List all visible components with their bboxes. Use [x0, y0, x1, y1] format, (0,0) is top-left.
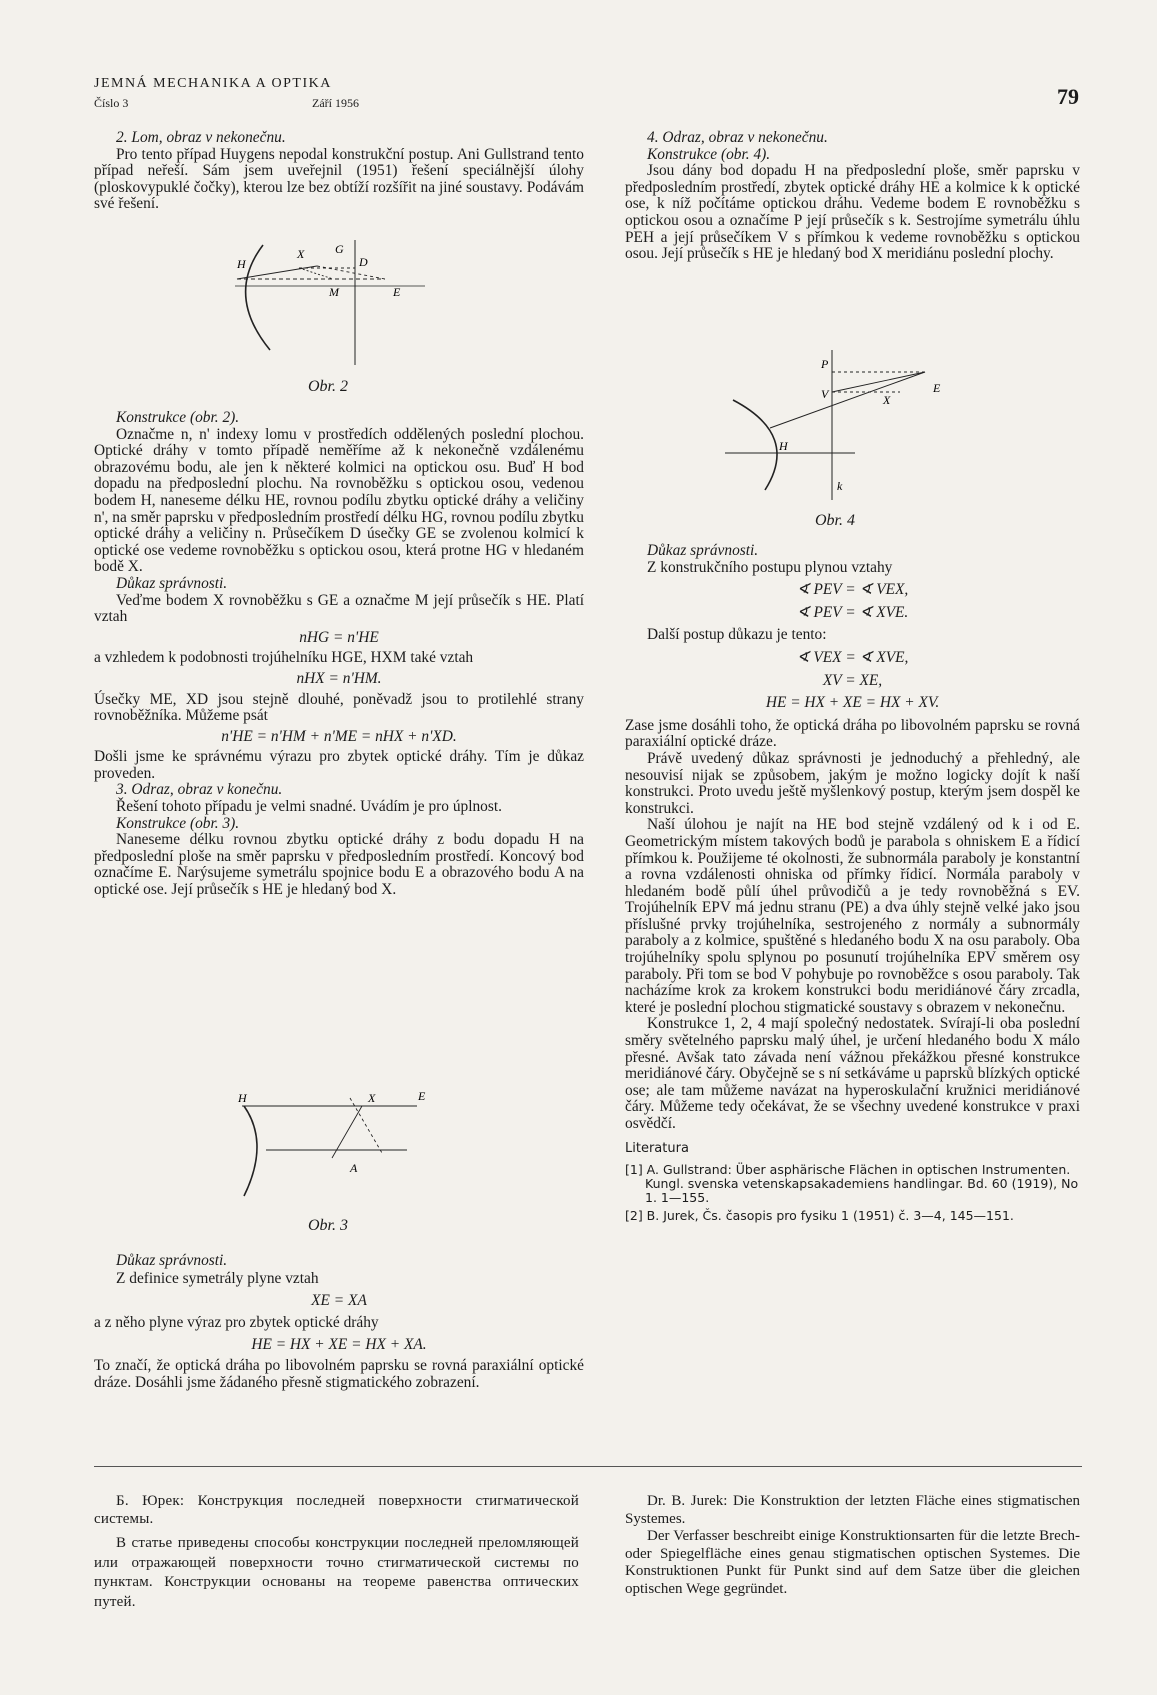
abstract-russian-text: В статье приведены способы конструкции последней преломляющей или отражающей поверхности точно стигматической системы по пунктам. Конструкции основаны на теореме равенства оптических путей. [94, 1535, 579, 1610]
fig4-label-k: k [837, 479, 843, 493]
section-4-proof-3: Zase jsme dosáhli toho, že optická dráha po libovolném paprsku se rovná paraxiální optické dráze. [625, 716, 1080, 751]
fig3-label-e: E [418, 1089, 426, 1103]
section-2-construction-title: Konstrukce (obr. 2). [116, 409, 240, 426]
fig4-label-x: X [883, 393, 891, 407]
formula-8: ∢ VEX = ∢ XVE, [796, 648, 909, 666]
fig3-label-x: X [368, 1091, 376, 1105]
fig2-label-x: X [297, 247, 305, 261]
literature-title: Literatura [625, 1140, 689, 1156]
section-3-intro: Řešení tohoto případu je velmi snadné. Uvádím je pro úplnost. [116, 798, 502, 816]
figure-3 [232, 1088, 472, 1208]
journal-title: JEMNÁ MECHANIKA A OPTIKA [94, 76, 332, 91]
formula-6: ∢ PEV = ∢ VEX, [796, 581, 909, 599]
abstract-russian [94, 1493, 579, 1612]
issue-date: Září 1956 [312, 96, 359, 110]
fig4-label-h: H [779, 439, 788, 453]
fig2-line-xm [299, 268, 333, 279]
formula-10: HE = HX + XE = HX + XV. [765, 694, 940, 712]
fig2-label-h: H [237, 257, 246, 271]
section-2-proof-1: Veďme bodem X rovnoběžku s GE a označme M její průsečík s HE. Platí vztah [94, 591, 584, 626]
section-4-construction: Jsou dány bod dopadu H na předposlední ploše, směr paprsku v předposledním prostředí, zbytek optické dráhy HE a kolmice k k optické ose, k níž počítáme optickou dráhu. Vedeme bodem E rovnoběžku s optickou osou a označíme P její průsečík s k. Sestrojíme symetrálu úhlu PEH a její průsečíkem V s přímkou k vedeme rovnoběžku s optickou osou. Její průsečík s HE je hledaný bod X meridiánu poslední plochy. [625, 162, 1080, 263]
section-4-title: 4. Odraz, obraz v nekonečnu. [647, 129, 828, 146]
fig2-surface-arc [246, 245, 270, 350]
fig2-label-m: M [329, 285, 339, 299]
divider-rule [94, 1466, 1082, 1467]
fig4-label-e: E [933, 381, 941, 395]
fig4-label-p: P [821, 357, 829, 371]
reference-1: [1] A. Gullstrand: Über asphärische Flächen in optischen Instrumenten. [625, 1162, 1071, 1178]
left-column-middle [94, 410, 584, 899]
figure-2 [225, 240, 465, 370]
formula-4: XE = XA [311, 1292, 367, 1309]
reference-1-continued: Kungl. svenska vetenskapsakademiens handlingar. Bd. 60 (1919), No 1. 1—155. [645, 1176, 1079, 1206]
figure-4 [725, 350, 965, 505]
fig4-line-he [770, 372, 925, 428]
abstract-german-text: Der Verfasser beschreibt einige Konstruktionsarten für die letzte Brech- oder Spiegelfläche eines genau stigmatischen optischen Systemes. Die Konstruktionen Punkt für Punkt sind auf dem Satze über die gleichen optischen Wege gegründet. [625, 1528, 1080, 1597]
section-2-construction: Označme n, n' indexy lomu v prostředích oddělených poslední plochou. Optické dráhy v tomto případě neměříme až k nekonečně vzdálenému obrazovému bodu, ale jen k některé kolmici na optickou osu. Buď H bod dopadu na předposlední plochu. Na rovnoběžku s optickou osou, vedenou bodem H, naneseme délku HE, rovnou podílu zbytku optické dráhy a veličiny n', na směr paprsku v předposledním prostředí délku HG, rovnou podílu zbytku optické dráhy a veličiny n. Průsečíkem D úsečky GE se zvolenou kolmicí k optické ose vedeme rovnoběžku s optickou osou, která protne HG v hledaném bodě X. [94, 425, 584, 576]
formula-5: HE = HX + XE = HX + XA. [251, 1336, 427, 1353]
section-3-proof-1: Z definice symetrály plyne vztah [116, 1270, 319, 1287]
figure-4-caption: Obr. 4 [815, 512, 856, 529]
formula-1: nHG = n'HE [299, 628, 379, 646]
abstract-german [625, 1493, 1080, 1598]
reference-2: [2] B. Jurek, Čs. časopis pro fysiku 1 (1951) č. 3—4, 145—151. [625, 1208, 1014, 1224]
formula-7: ∢ PEV = ∢ XVE. [796, 603, 909, 621]
paragraph-3: Konstrukce 1, 2, 4 mají společný nedostatek. Svírají-li oba poslední směry světelného paprsku malý úhel, je určení hledaného bodu X málo přesné. Avšak tato závada není vážnou překážkou přesné konstrukce meridiánové čáry. Obyčejně se s ní setkáváme u paprsků blízkých optické ose; ale tam můžeme navázat na hyperoskulační kružnici meridiánové čáry. Můžeme tedy očekávat, že se všechny uvedené konstrukce v praxi osvědčí. [625, 1015, 1080, 1132]
fig2-label-d: D [359, 255, 368, 269]
right-column-bottom [625, 543, 1080, 1223]
issue-number: Číslo 3 [94, 96, 129, 110]
fig3-surface-arc [244, 1106, 257, 1196]
figure-3-caption: Obr. 3 [308, 1217, 349, 1234]
section-4-proof-2: Další postup důkazu je tento: [647, 626, 827, 644]
fig3-label-a: A [350, 1161, 358, 1175]
section-3-proof-3: To značí, že optická dráha po libovolném paprsku se rovná paraxiální optické dráze. Dosáhli jsme žádaného přesně stigmatického zobrazení. [94, 1357, 584, 1391]
section-2-proof-title: Důkaz správnosti. [116, 574, 228, 592]
right-column-top [625, 130, 1080, 263]
section-2-proof-3: Úsečky ME, XD jsou stejně dlouhé, poněvadž jsou to protilehlé strany rovnoběžníka. Můžeme psát [94, 690, 584, 725]
section-3-construction-title: Konstrukce (obr. 3). [116, 814, 240, 832]
formula-9: XV = XE, [822, 671, 883, 689]
section-3-construction: Naneseme délku rovnou zbytku optické dráhy z bodu dopadu H na předposlední ploše na směr paprsku v předposledním prostředí. Koncový bod označíme E. Narýsujeme symetrálu spojnice bodu E a obrazového bodu A na optické ose. Její průsečík s HE je hledaný bod X. [94, 831, 584, 899]
section-4-proof-title: Důkaz správnosti. [647, 542, 759, 559]
left-column-top [94, 130, 584, 213]
section-2-intro: Pro tento případ Huygens nepodal konstrukční postup. Ani Gullstrand tento případ neřeší. Sám jsem uveřejnil (1951) řešení speciálnější úlohy (ploskovypuklé čočky), kterou lze bez obtíží rozšířit na jiné soustavy. Podávám své řešení. [94, 145, 584, 213]
fig4-surface-arc [733, 400, 777, 490]
section-3-title: 3. Odraz, obraz v konečnu. [116, 781, 283, 799]
section-4-construction-title: Konstrukce (obr. 4). [647, 145, 771, 163]
abstract-russian-title: Б. Юрек: Конструкция последней поверхности стигматической системы. [94, 1493, 579, 1527]
left-column-bottom [94, 1252, 584, 1391]
section-2-proof-2: a vzhledem k podobnosti trojúhelníku HGE, HXM také vztah [94, 649, 474, 667]
formula-2: nHX = n'HM. [296, 669, 382, 687]
section-2-proof-4: Došli jsme ke správnému výrazu pro zbytek optické dráhy. Tím je důkaz proveden. [94, 748, 584, 782]
fig4-label-v: V [821, 387, 829, 401]
section-3-proof-2: a z něho plyne výraz pro zbytek optické dráhy [94, 1314, 379, 1331]
formula-3: n'HE = n'HM + n'ME = nHX + n'XD. [221, 727, 457, 745]
fig2-label-e: E [393, 285, 401, 299]
abstract-german-title: Dr. B. Jurek: Die Konstruktion der letzten Fläche eines stigmatischen Systemes. [625, 1493, 1080, 1527]
fig2-label-g: G [335, 242, 344, 256]
paragraph-1: Právě uvedený důkaz správnosti je jednoduchý a přehledný, ale nesouvisí nijak se způsobem, jakým je možno logicky dojít k naší konstrukci. Proto uvedu ještě myšlenkový postup, kterým jsem dospěl ke konstrukci. [625, 749, 1080, 817]
section-3-proof-title: Důkaz správnosti. [116, 1252, 228, 1269]
paragraph-2: Naší úlohou je najít na HE bod stejně vzdálený od k i od E. Geometrickým místem takových bodů je parabola s ohniskem E a řídicí přímkou k. Použijeme té okolnosti, že subnormála paraboly je konstantní a rovna vzdálenosti ohniska od přímky řídicí. Normála paraboly v hledaném bodě půlí úhel průvodičů a je tedy rovnoběžná s EV. Trojúhelník EPV má jednu stranu (PE) a dva úhly stejně velké jako jsou příslušné prvky trojúhelníka, sestrojeného z normály a subnormály paraboly a z kolmice, spuštěné s hledaného bodu X na osu paraboly. Oba trojúhelníky spolu splynou po posunutí trojúhelníka EPV směrem osy paraboly. Při tom se bod V pohybuje po rovnoběžce s osou paraboly. Tak nacházíme krok za krokem konstrukci bodu meridiánové čáry zrcadla, které je poslední plochou stigmatické soustavy s obrazem v nekonečnu. [625, 816, 1080, 1016]
fig3-label-h: H [238, 1091, 247, 1105]
section-2-title: 2. Lom, obraz v nekonečnu. [116, 129, 286, 146]
section-4-proof-1: Z konstrukčního postupu plynou vztahy [647, 558, 893, 576]
page-number: 79 [1057, 84, 1079, 109]
figure-2-caption: Obr. 2 [308, 378, 349, 395]
